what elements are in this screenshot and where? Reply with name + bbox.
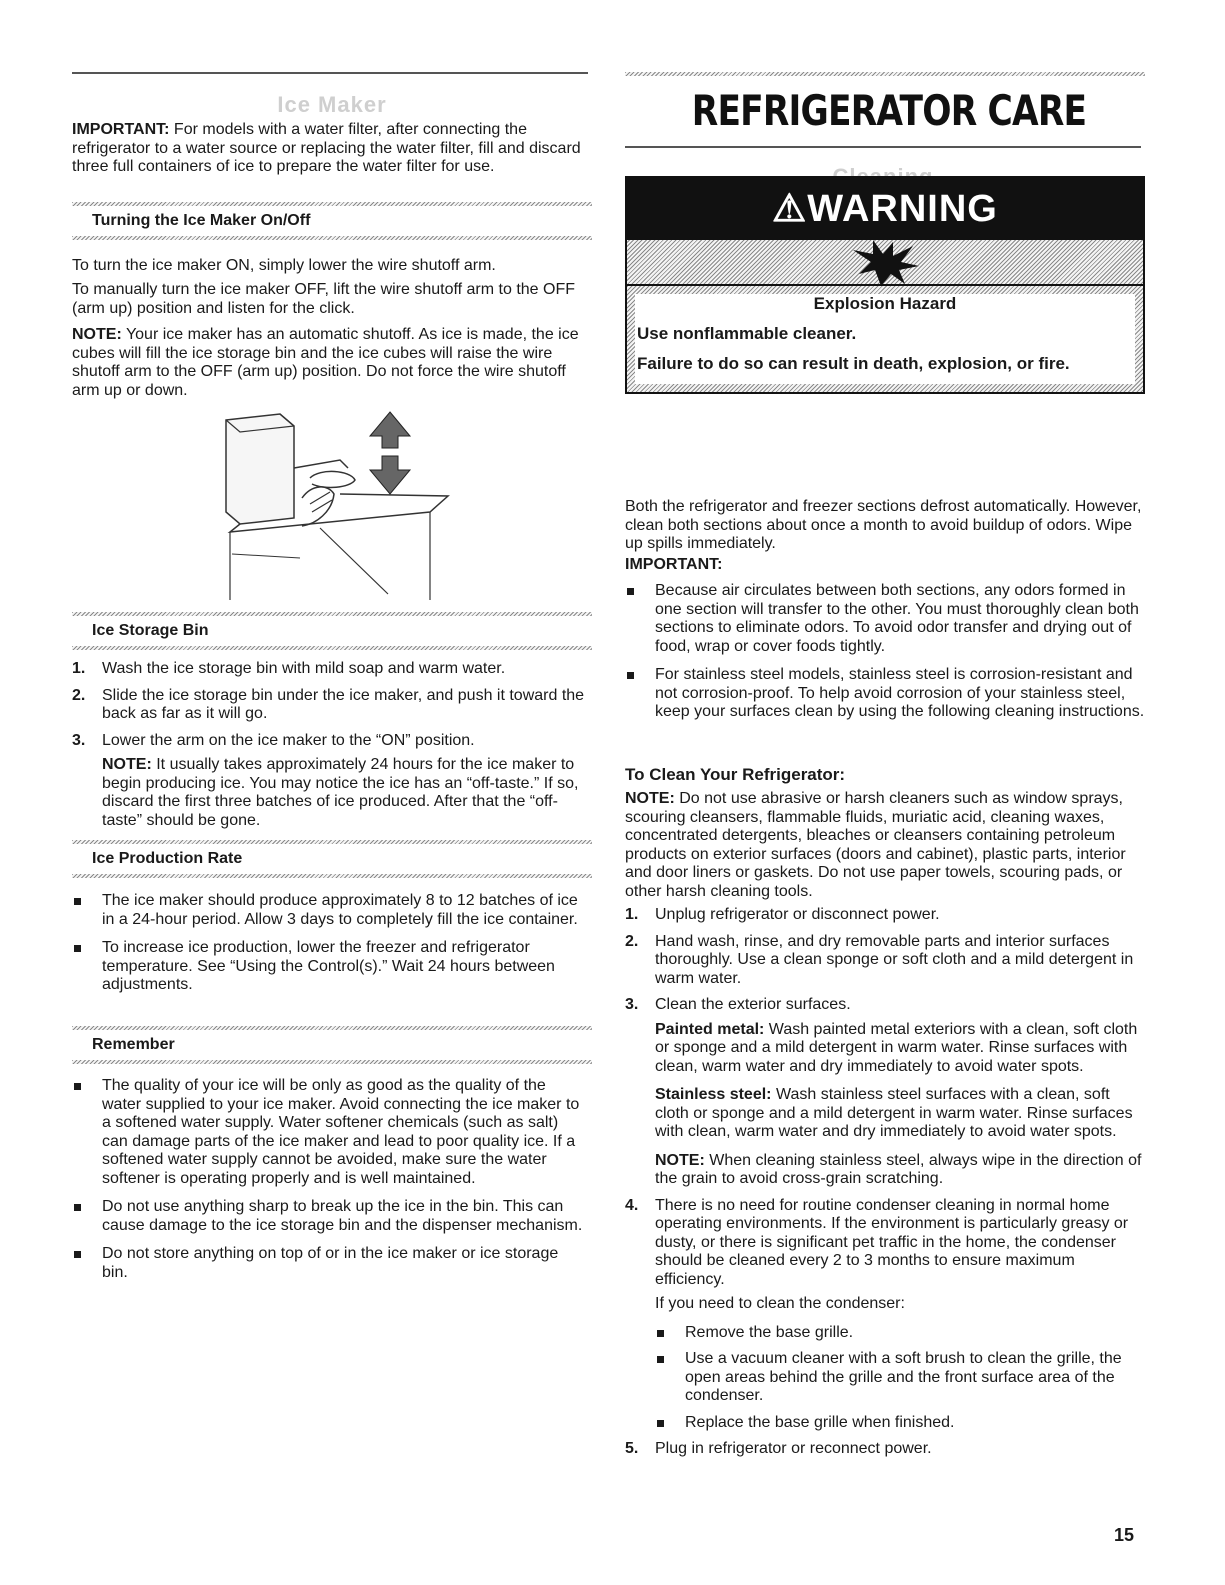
production-bullets <box>72 892 588 1005</box>
stainless-grain-note: NOTE: When cleaning stainless steel, always wipe in the direction of the grain to avoid cross-grain scratching. <box>655 1151 1142 1187</box>
storage-steps <box>72 660 588 838</box>
list-item: 5. Plug in refrigerator or reconnect power. <box>625 1440 932 1457</box>
warning-line1: Use nonflammable cleaner. <box>637 324 857 343</box>
title-rule <box>625 146 1141 148</box>
ice-maker-illustration <box>220 408 450 600</box>
painted-metal-note: Painted metal: Wash painted metal exteriors with a clean, soft cloth or sponge and a mild detergent in warm water. Rinse surfaces with clean, warm water and dry immediately to avoid water spots. <box>655 1020 1138 1075</box>
clean-note: NOTE: Do not use abrasive or harsh cleaners such as window sprays, scouring cleansers, flammable fluids, muriatic acid, cleaning waxes, concentrated detergents, bleaches or cleansers containing petroleum products on exterior surfaces (doors and cabinet), plastic parts, interior and door liners or gaskets. Do not use paper towels, scouring pads, or other harsh cleaning tools. <box>625 790 1126 900</box>
remember-header <box>72 1026 592 1064</box>
condenser-bullets <box>655 1324 1147 1433</box>
turning-p2: To manually turn the ice maker OFF, lift the wire shutoff arm to the OFF (arm up) position and listen for the click. <box>72 281 575 317</box>
turning-note <box>72 326 588 400</box>
condenser-intro: If you need to clean the condenser: <box>655 1295 905 1312</box>
list-item: 3. Clean the exterior surfaces. Painted metal: Wash painted metal exteriors with a clean, soft cloth or sponge and a mild detergent in warm water. Rinse surfaces with clean, warm water and dry immediately to avoid water spots. Stainless steel: Wash stainless steel surfaces with a clean, soft cloth or sponge and a mild detergent in warm water. Rinse surfaces with clean, warm water and dry immediately to avoid water spots. NOTE: When cleaning stainless steel, always wipe in the direction of the grain to avoid cross-grain scratching. <box>625 996 1147 1189</box>
top-rule-hatched <box>625 72 1145 76</box>
list-item: 2. Slide the ice storage bin under the ice maker, and push it toward the back as far as it will go. <box>72 686 585 722</box>
warning-heading <box>627 186 1143 231</box>
cleaning-intro: Both the refrigerator and freezer sections defrost automatically. However, clean both sections about once a month to avoid buildup of odors. Wipe up spills immediately. <box>625 498 1142 552</box>
warning-band <box>627 178 1143 240</box>
warning-triangle-icon: ⚠ <box>772 188 808 230</box>
storage-header <box>72 612 592 650</box>
page-title: REFRIGERATOR CARE <box>691 86 1087 135</box>
production-header <box>72 840 592 878</box>
list-item: For stainless steel models, stainless steel is corrosion-resistant and not corrosion-proof. To help avoid corrosion of your stainless steel, keep your surfaces clean by using the following cleaning instructions. <box>625 666 1145 722</box>
stainless-steel-note: Stainless steel: Wash stainless steel surfaces with a clean, soft cloth or sponge and a mild detergent in warm water. Rinse surfaces with clean, warm water and dry immediately to avoid water spots. <box>655 1086 1133 1140</box>
list-item: Replace the base grille when finished. <box>655 1414 1147 1433</box>
clean-steps <box>625 906 1147 1467</box>
top-rule <box>72 72 588 74</box>
warning-hazard: Explosion Hazard <box>813 294 957 313</box>
list-item: Do not store anything on top of or in the ice maker or ice storage bin. <box>72 1245 588 1282</box>
production-header-label: Ice Production Rate <box>92 850 243 867</box>
list-item: Use a vacuum cleaner with a soft brush to clean the grille, the open areas behind the grille and the front surface area of the condenser. <box>655 1350 1147 1406</box>
warning-box <box>625 176 1145 286</box>
list-item: The ice maker should produce approximately 8 to 12 batches of ice in a 24-hour period. Allow 3 days to completely fill the ice container. <box>72 892 588 929</box>
list-item: Because air circulates between both sections, any odors formed in one section will transfer to the other. You must thoroughly clean both sections to eliminate odors. To avoid odor transfer and drying out of food, wrap or cover foods tightly. <box>625 582 1145 656</box>
explosion-icon <box>851 240 921 288</box>
list-item: Remove the base grille. <box>655 1324 1147 1343</box>
important-heading: IMPORTANT: <box>625 556 723 573</box>
important-text: For models with a water filter, after connecting the refrigerator to a water source or replacing the water filter, fill and discard three full containers of ice to prepare the water filter for use. <box>72 121 581 175</box>
warning-label: WARNING <box>807 188 998 230</box>
turning-header-label: Turning the Ice Maker On/Off <box>92 212 311 229</box>
important-bullets <box>625 582 1145 732</box>
turning-header <box>72 202 592 240</box>
page-number: 15 <box>1114 1525 1135 1545</box>
important-paragraph <box>72 121 588 177</box>
warning-line2: Failure to do so can result in death, explosion, or fire. <box>637 354 1070 373</box>
turning-note-label: NOTE: <box>72 326 122 343</box>
warning-body <box>625 284 1145 394</box>
list-item: 1. Unplug refrigerator or disconnect power. <box>625 906 940 923</box>
list-item: To increase ice production, lower the freezer and refrigerator temperature. See “Using the Control(s).” Wait 24 hours between adjustments. <box>72 939 588 995</box>
section-title-ice-maker: Ice Maker <box>277 92 387 117</box>
storage-header-label: Ice Storage Bin <box>92 622 209 639</box>
clean-header: To Clean Your Refrigerator: <box>625 765 846 784</box>
turning-p1: To turn the ice maker ON, simply lower the wire shutoff arm. <box>72 257 496 274</box>
important-label: IMPORTANT: <box>72 121 170 138</box>
list-item: Do not use anything sharp to break up the ice in the bin. This can cause damage to the ice storage bin and the dispenser mechanism. <box>72 1198 588 1235</box>
list-item: 4. There is no need for routine condenser cleaning in normal home operating environments. If the environment is particularly greasy or dusty, or there is significant pet traffic in the home, the condenser should be cleaned every 2 to 3 months to ensure maximum efficiency. If you need to clean the condenser: Remove the base grille. Use a vacuum cleaner with a soft brush to clean the grille, the open areas behind the grille and the front surface area of the condenser. Replace the base grille when finished. <box>625 1197 1147 1433</box>
list-item: 3. Lower the arm on the ice maker to the “ON” position. NOTE: It usually takes approximately 24 hours for the ice maker to begin producing ice. You may notice the ice has an “off-taste.” If so, discard the first three batches of ice produced. After that the “off-taste” should be gone. <box>72 732 588 831</box>
storage-note: NOTE: It usually takes approximately 24 hours for the ice maker to begin producing ice. You may notice the ice has an “off-taste.” If so, discard the first three batches of ice produced. After that the “off-taste” should be gone. <box>102 756 579 829</box>
list-item: 2. Hand wash, rinse, and dry removable parts and interior surfaces thoroughly. Use a clean sponge or soft cloth and a mild detergent in warm water. <box>625 932 1134 987</box>
remember-header-label: Remember <box>92 1036 175 1053</box>
remember-bullets <box>72 1077 588 1292</box>
list-item: 1. Wash the ice storage bin with mild soap and warm water. <box>72 660 506 677</box>
turning-note-text: Your ice maker has an automatic shutoff. As ice is made, the ice cubes will fill the ice storage bin and the ice cubes will raise the wire shutoff arm to the OFF (arm up) position. Do not force the wire shutoff arm up or down. <box>72 326 579 399</box>
list-item: The quality of your ice will be only as good as the quality of the water supplied to your ice maker. Avoid connecting the ice maker to a softened water supply. Water softener chemicals (such as salt) can damage parts of the ice maker and lead to poor quality ice. If a softened water supply cannot be avoided, make sure the water softener is operating properly and is well maintained. <box>72 1077 588 1188</box>
